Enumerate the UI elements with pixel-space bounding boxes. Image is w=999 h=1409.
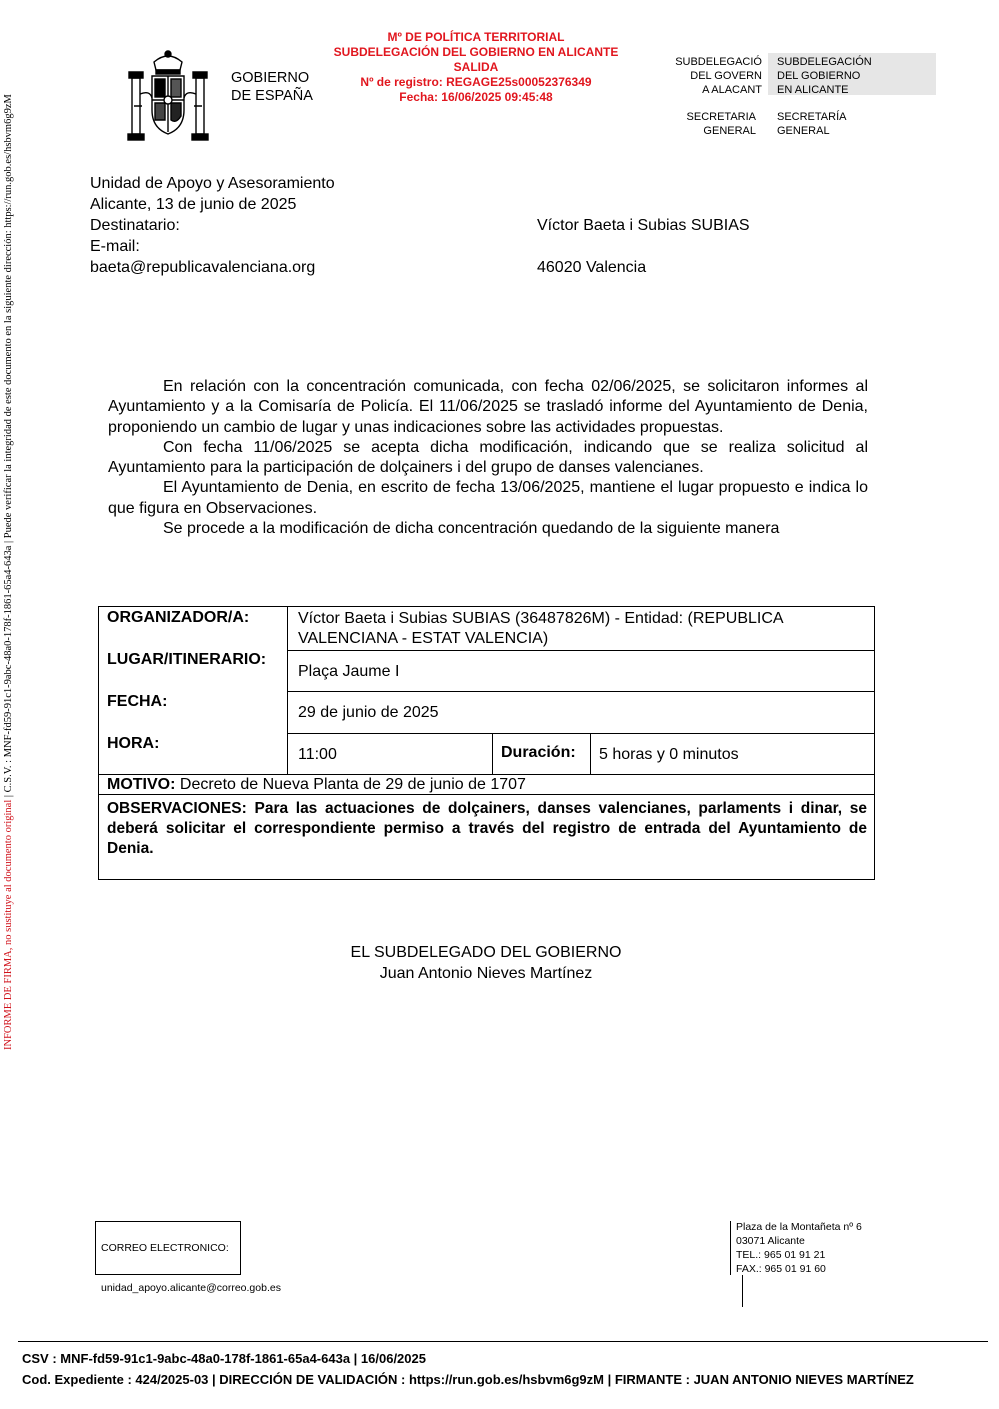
- castilian-secretary: SECRETARÍA GENERAL: [777, 111, 847, 137]
- place-value: Plaça Jaume I: [298, 663, 400, 680]
- side-note-black: | C.S.V. : MNF-fd59-91c1-9abc-48a0-178f-1861-65a4-643a | Puede verificar la integridad de este documento en la siguiente dirección: https://run.gob.es/hsbvm6g9zM: [3, 94, 14, 800]
- office-address: Plaza de la Montañeta nº 6 03071 Alicante TEL.: 965 01 91 21 FAX.: 965 01 91 60: [736, 1221, 862, 1275]
- csv-code: CSV : MNF-fd59-91c1-9abc-48a0-178f-1861-65a4-643a | 16/06/2025: [22, 1351, 426, 1366]
- time-label: HORA:: [107, 735, 160, 752]
- recipient-city: 46020 Valencia: [537, 259, 647, 276]
- date-label: FECHA:: [107, 693, 168, 710]
- time-value: 11:00: [298, 746, 337, 763]
- observations-row: OBSERVACIONES: Para las actuaciones de dolçainers, danses valencianes, parlaments i dinar, se deberá solicitar el correspondiente permiso a través del registro de entrada del Ayuntamiento de Denia.: [107, 800, 867, 857]
- body-paragraph: Se procede a la modificación de dicha concentración quedando de la siguiente manera: [163, 520, 780, 538]
- recipient-name: Víctor Baeta i Subias SUBIAS: [537, 217, 750, 234]
- body-paragraph: En relación con la concentración comunicada, con fecha 02/06/2025, se solicitaron informes al Ayuntamiento y a la Comisaría de Policía. El 11/06/2025 se trasladó informe del Ayuntamiento de Denia, proponiendo un cambio de lugar y unas indicaciones sobre las actividades propuestas.: [108, 378, 868, 436]
- concentration-details-table: [98, 606, 875, 880]
- date-value: 29 de junio de 2025: [298, 704, 439, 721]
- castilian-unit-name: SUBDELEGACIÓN DEL GOBIERNO EN ALICANTE: [777, 56, 872, 96]
- email-box-label: CORREO ELECTRONICO:: [101, 1242, 229, 1254]
- registry-stamp: Mº DE POLÍTICA TERRITORIAL SUBDELEGACIÓN DEL GOBIERNO EN ALICANTE SALIDA Nº de registro: REGAGE25s00052376349 Fecha: 16/06/2025 09:45:48: [333, 30, 619, 104]
- letter-body: [108, 377, 868, 539]
- address-divider-lower: [742, 1275, 743, 1307]
- valencian-unit-name: SUBDELEGACIÓ DEL GOVERN A ALACANT: [675, 56, 762, 96]
- place-label: LUGAR/ITINERARIO:: [107, 651, 267, 668]
- signature-block: [300, 942, 672, 984]
- signer-title: EL SUBDELEGADO DEL GOBIERNO: [350, 944, 622, 961]
- recipient-email: baeta@republicavalenciana.org: [90, 259, 316, 276]
- side-note-red: INFORME DE FIRMA, no sustituye al documento original: [3, 799, 14, 1050]
- body-paragraph: El Ayuntamiento de Denia, en escrito de fecha 13/06/2025, mantiene el lugar propuesto e indica lo que figura en Observaciones.: [108, 479, 868, 517]
- reason-row: MOTIVO: Decreto de Nueva Planta de 29 de junio de 1707: [107, 776, 526, 793]
- organizer-label: ORGANIZADOR/A:: [107, 609, 250, 626]
- signer-name: Juan Antonio Nieves Martínez: [379, 965, 593, 982]
- sender-block: [90, 173, 335, 278]
- letter-date: Alicante, 13 de junio de 2025: [90, 196, 297, 213]
- government-name: GOBIERNO DE ESPAÑA: [231, 70, 313, 104]
- duration-label: Duración:: [501, 744, 576, 761]
- side-verification-note: [2, 40, 16, 1050]
- body-paragraph: Con fecha 11/06/2025 se acepta dicha modificación, indicando que se realiza solicitud al Ayuntamiento para la participación de dolçainers i del grupo de danses valencianes.: [108, 438, 868, 477]
- address-divider: [730, 1221, 731, 1275]
- valencian-secretary: SECRETARIA GENERAL: [686, 111, 756, 137]
- footer-divider: [18, 1341, 988, 1342]
- sender-unit: Unidad de Apoyo y Asesoramiento: [90, 175, 335, 192]
- file-validation-info: Cod. Expediente : 424/2025-03 | DIRECCIÓN DE VALIDACIÓN : https://run.gob.es/hsbvm6g9zM | FIRMANTE : JUAN ANTONIO NIEVES MARTÍNEZ: [22, 1372, 914, 1387]
- organizer-value: Víctor Baeta i Subias SUBIAS (36487826M) - Entidad: (REPUBLICA VALENCIANA - ESTAT VALENCIA): [298, 610, 783, 647]
- coat-of-arms-icon: [124, 48, 212, 144]
- contact-email: unidad_apoyo.alicante@correo.gob.es: [101, 1282, 281, 1294]
- reason-value: Decreto de Nueva Planta de 29 de junio de 1707: [179, 776, 526, 793]
- observations-value: Para las actuaciones de dolçainers, danses valencianes, parlaments i dinar, se deberá solicitar el correspondiente permiso a través del registro de entrada del Ayuntamiento de Denia.: [107, 800, 867, 857]
- email-label: E-mail:: [90, 238, 140, 255]
- recipient-label: Destinatario:: [90, 217, 180, 234]
- duration-value: 5 horas y 0 minutos: [599, 746, 739, 763]
